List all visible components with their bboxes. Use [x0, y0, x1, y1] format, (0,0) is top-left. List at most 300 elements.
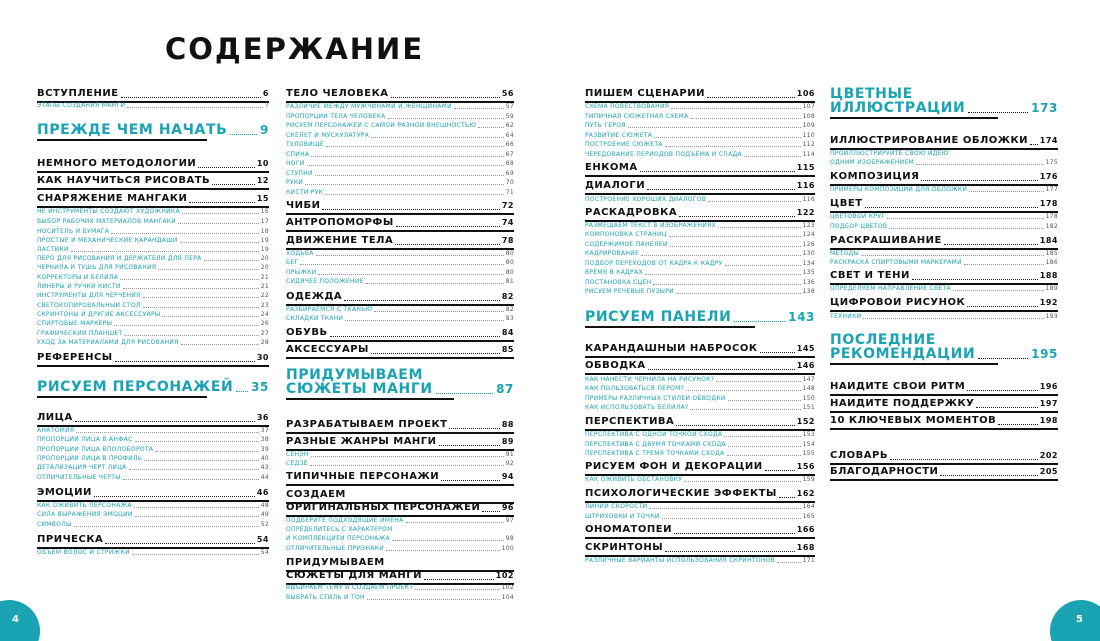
entry-title: ПСИХОЛОГИЧЕСКИЕ ЭФФЕКТЫ: [585, 488, 777, 499]
entry-page-number: 24: [260, 311, 269, 318]
entry-page-number: 150: [802, 395, 815, 402]
toc-subentry[interactable]: [286, 584, 514, 592]
entry-title: ОБУВЬ: [286, 327, 328, 338]
toc-entry[interactable]: [37, 487, 269, 500]
toc-subentry[interactable]: [37, 474, 269, 482]
section-title: РИСУЕМ ПАНЕЛИ: [585, 309, 732, 325]
toc-subentry[interactable]: [585, 404, 815, 412]
toc-subentry[interactable]: [286, 141, 514, 149]
entry-page-number: 114: [802, 151, 815, 158]
dot-leader: [887, 213, 1043, 221]
entry-title: ПЕРСПЕКТИВА С ТРЕМЯ ТОЧКАМИ СХОДА: [585, 450, 725, 457]
dot-leader: [300, 259, 503, 267]
dot-leader: [158, 264, 258, 272]
dot-leader: [204, 255, 259, 263]
entry-underline: [585, 356, 815, 358]
toc-entry[interactable]: [830, 398, 1058, 411]
entry-title: КОМПОНОВКА СТРАНИЦ: [585, 231, 667, 238]
dot-leader: [760, 343, 795, 356]
section-title: ИЛЛЮСТРАЦИИ: [830, 100, 966, 116]
entry-page-number: 156: [796, 462, 815, 471]
toc-entry[interactable]: [37, 352, 269, 365]
toc-entry[interactable]: [830, 450, 1058, 463]
entry-page-number: 97: [505, 517, 514, 524]
entry-page-number: 202: [1039, 451, 1058, 460]
entry-page-number: 88: [501, 420, 514, 429]
entry-page-number: 89: [501, 437, 514, 446]
dot-leader: [665, 141, 801, 149]
toc-entry[interactable]: [585, 416, 815, 429]
toc-entry[interactable]: [585, 88, 815, 101]
toc-subentry[interactable]: [37, 436, 269, 444]
entry-page-number: 110: [802, 132, 815, 139]
entry-title: ОРИГИНАЛЬНЫХ ПЕРСОНАЖЕЙ: [286, 502, 481, 513]
toc-entry[interactable]: [585, 180, 815, 193]
entry-page-number: 130: [802, 250, 815, 257]
toc-entry[interactable]: [585, 207, 815, 220]
dot-leader: [315, 170, 504, 178]
dot-leader: [132, 549, 259, 557]
toc-subentry[interactable]: [37, 339, 269, 347]
toc-entry[interactable]: [37, 158, 269, 171]
dot-leader: [670, 241, 801, 249]
dot-leader: [392, 535, 504, 543]
toc-column-4: [830, 0, 1058, 641]
entry-title: КАДРИРОВАНИЕ: [585, 250, 640, 257]
entry-title: РАЗЛИЧИЕ МЕЖДУ МУЖЧИНАМИ И ЖЕНЩИНАМИ: [286, 103, 452, 110]
toc-subentry[interactable]: [37, 283, 269, 291]
entry-page-number: 80: [505, 259, 514, 266]
entry-title: РЕФЕРЕНСЫ: [37, 352, 113, 363]
toc-subentry[interactable]: [286, 269, 514, 277]
toc-entry[interactable]: [585, 524, 815, 537]
toc-subentry[interactable]: [585, 269, 815, 277]
entry-underline: [830, 310, 1058, 312]
entry-title: ВРЕМЯ В КАДРАХ: [585, 269, 643, 276]
dot-leader: [648, 360, 795, 373]
dot-leader: [718, 222, 801, 230]
entry-title: НОГИ: [286, 160, 305, 167]
entry-title: ПЕРСПЕКТИВА С ОДНОЙ ТОЧКОЙ СХОДА: [585, 431, 723, 438]
toc-subentry[interactable]: [585, 441, 815, 449]
toc-entry[interactable]: [286, 344, 514, 357]
entry-page-number: 83: [505, 315, 514, 322]
toc-entry[interactable]: [286, 471, 514, 484]
toc-entry[interactable]: [37, 88, 269, 101]
entry-title: ПРОПОРЦИИ ЛИЦА В АНФАС: [37, 436, 133, 443]
toc-subentry[interactable]: [830, 313, 1058, 321]
entry-title: ПРОИЛЛЮСТРИРУЙТЕ СВОЮ ИДЕЮ: [830, 150, 949, 157]
toc-subentry[interactable]: [286, 259, 514, 267]
dot-leader: [135, 436, 259, 444]
section-title: ПРЕЖДЕ ЧЕМ НАЧАТЬ: [37, 122, 228, 138]
toc-subentry[interactable]: [37, 511, 269, 519]
dot-leader: [76, 427, 258, 435]
toc-subentry[interactable]: [37, 549, 269, 557]
toc-subentry[interactable]: [830, 150, 1058, 158]
toc-subentry[interactable]: [286, 278, 514, 286]
entry-title: ОНОМАТОПЕИ: [585, 524, 672, 535]
dot-leader: [944, 235, 1038, 248]
entry-title: ВЫБРАТЬ СТИЛЬ И ТОН: [286, 594, 365, 601]
dot-leader: [865, 198, 1038, 211]
toc-subentry[interactable]: [286, 170, 514, 178]
toc-entry[interactable]: [830, 270, 1058, 283]
toc-entry[interactable]: [830, 135, 1058, 148]
toc-subentry[interactable]: [37, 464, 269, 472]
toc-subentry[interactable]: [286, 517, 514, 525]
dot-leader: [684, 476, 800, 484]
dot-leader: [686, 385, 801, 393]
entry-title: ТЕЛО ЧЕЛОВЕКА: [286, 88, 389, 99]
dot-leader: [967, 381, 1038, 394]
entry-page-number: 44: [260, 474, 269, 481]
entry-page-number: 68: [505, 160, 514, 167]
entry-title: БЛАГОДАРНОСТИ: [830, 466, 939, 477]
entry-page-number: 7: [264, 102, 269, 109]
toc-entry[interactable]: [286, 327, 514, 340]
toc-subentry[interactable]: [585, 132, 815, 140]
toc-entry[interactable]: [286, 88, 514, 101]
toc-subentry[interactable]: [585, 450, 815, 458]
dot-leader: [307, 160, 504, 168]
dot-leader: [344, 291, 500, 304]
section-page-number: 87: [496, 382, 514, 396]
entry-title: УХОД ЗА МАТЕРИАЛАМИ ДЛЯ РИСОВАНИЯ: [37, 339, 179, 346]
toc-subentry[interactable]: [585, 151, 815, 159]
dot-leader: [180, 237, 259, 245]
toc-subentry[interactable]: [37, 218, 269, 226]
entry-title: БЕГ: [286, 259, 299, 266]
toc-entry[interactable]: [585, 162, 815, 175]
toc-subentry[interactable]: [585, 241, 815, 249]
toc-subentry[interactable]: [585, 113, 815, 121]
entry-page-number: 19: [260, 246, 269, 253]
section-heading[interactable]: [585, 311, 815, 325]
toc-subentry[interactable]: [585, 141, 815, 149]
dot-leader: [969, 186, 1043, 194]
toc-subentry[interactable]: [37, 246, 269, 254]
entry-title: ПРОПОРЦИИ ЛИЦА В ПРОФИЛЬ: [37, 455, 143, 462]
entry-title: АНТРОПОМОРФЫ: [286, 217, 394, 228]
toc-entry[interactable]: [585, 542, 815, 555]
toc-entry[interactable]: [830, 466, 1058, 479]
dot-leader: [144, 455, 258, 463]
entry-title: СЛОВАРЬ: [830, 450, 888, 461]
toc-subentry[interactable]: [830, 223, 1058, 231]
dot-leader: [391, 88, 500, 101]
toc-subentry[interactable]: [37, 255, 269, 263]
entry-page-number: 38: [260, 436, 269, 443]
dot-leader: [728, 441, 801, 449]
toc-subentry[interactable]: [37, 228, 269, 236]
toc-subentry[interactable]: [830, 159, 1058, 167]
dot-leader: [366, 278, 504, 286]
toc-entry[interactable]: [286, 235, 514, 248]
toc-entry[interactable]: [830, 415, 1058, 428]
toc-subentry[interactable]: [585, 476, 815, 484]
toc-subentry[interactable]: [585, 279, 815, 287]
entry-title: НАЙДИТЕ СВОЙ РИТМ: [830, 381, 966, 392]
section-heading[interactable]: [37, 124, 269, 138]
toc-subentry[interactable]: [37, 292, 269, 300]
toc-entry[interactable]: [286, 502, 514, 515]
dot-leader: [124, 330, 258, 338]
toc-subentry[interactable]: [286, 132, 514, 140]
toc-entry[interactable]: [286, 557, 514, 570]
entry-title: РАЗМЕЩАЕМ ТЕКСТ В ИЗОБРАЖЕНИЯХ: [585, 222, 717, 229]
entry-page-number: 116: [802, 196, 815, 203]
entry-title: НЕ ИНСТРУМЕНТЫ СОЗДАЮТ ХУДОЖНИКА: [37, 208, 180, 215]
entry-underline: [830, 463, 1058, 465]
toc-subentry[interactable]: [830, 213, 1058, 221]
dot-leader: [310, 460, 504, 468]
entry-page-number: 21: [260, 283, 269, 290]
toc-subentry[interactable]: [286, 151, 514, 159]
toc-subentry[interactable]: [585, 222, 815, 230]
toc-subentry[interactable]: [830, 285, 1058, 293]
dot-leader: [316, 250, 504, 258]
toc-subentry[interactable]: [585, 103, 815, 111]
entry-page-number: 10: [256, 159, 269, 168]
entry-page-number: 148: [802, 385, 815, 392]
toc-entry[interactable]: [37, 534, 269, 547]
toc-subentry[interactable]: [286, 306, 514, 314]
toc-subentry[interactable]: [286, 460, 514, 468]
entry-page-number: 94: [501, 472, 514, 481]
entry-underline: [37, 365, 269, 367]
entry-title: ЧЕРНИЛА И ТУШЬ ДЛЯ РИСОВАНИЯ: [37, 264, 157, 271]
toc-subentry[interactable]: [37, 455, 269, 463]
section-title: РИСУЕМ ПЕРСОНАЖЕЙ: [37, 379, 234, 395]
toc-subentry[interactable]: [286, 545, 514, 553]
entry-page-number: 109: [802, 122, 815, 129]
toc-subentry[interactable]: [585, 122, 815, 130]
toc-subentry[interactable]: [37, 274, 269, 282]
toc-subentry[interactable]: [286, 189, 514, 197]
section-page-number: 173: [1031, 101, 1058, 115]
toc-subentry[interactable]: [585, 431, 815, 439]
toc-subentry[interactable]: [585, 503, 815, 511]
toc-subentry[interactable]: [286, 526, 514, 534]
toc-entry[interactable]: [585, 343, 815, 356]
toc-entry[interactable]: [37, 193, 269, 206]
dot-leader: [777, 557, 801, 565]
dot-leader: [371, 132, 504, 140]
entry-title: СПИНА: [286, 151, 310, 158]
entry-page-number: 106: [796, 89, 815, 98]
toc-column-2: [286, 0, 514, 641]
toc-subentry[interactable]: [37, 446, 269, 454]
toc-subentry[interactable]: [585, 385, 815, 393]
section-underline: [585, 326, 755, 328]
toc-entry[interactable]: [286, 570, 514, 583]
entry-title: КИСТИ РУК: [286, 189, 324, 196]
toc-entry[interactable]: [830, 171, 1058, 184]
toc-entry[interactable]: [286, 217, 514, 230]
toc-entry[interactable]: [585, 488, 815, 501]
toc-subentry[interactable]: [286, 103, 514, 111]
entry-title: ЦИФРОВОЙ РИСУНОК: [830, 297, 966, 308]
entry-title: РАЗРАБАТЫВАЕМ ПРОЕКТ: [286, 419, 448, 430]
entry-page-number: 80: [505, 269, 514, 276]
entry-underline: [286, 230, 514, 232]
entry-title: ПРИМЕРЫ КОМПОЗИЦИЙ ДЛЯ ОБЛОЖКИ: [830, 186, 968, 193]
dot-leader: [143, 292, 259, 300]
toc-entry[interactable]: [830, 297, 1058, 310]
dot-leader: [676, 416, 795, 429]
entry-title: ИЛЛЮСТРИРОВАНИЕ ОБЛОЖКИ: [830, 135, 1029, 146]
dot-leader: [912, 270, 1038, 283]
dot-leader: [371, 344, 500, 357]
dot-leader: [311, 451, 504, 459]
toc-subentry[interactable]: [37, 502, 269, 510]
dot-leader: [968, 102, 1028, 116]
toc-subentry[interactable]: [37, 320, 269, 328]
toc-subentry[interactable]: [286, 315, 514, 323]
toc-subentry[interactable]: [37, 330, 269, 338]
dot-leader: [964, 259, 1044, 267]
entry-page-number: 123: [802, 222, 815, 229]
dot-leader: [406, 517, 504, 525]
section-heading[interactable]: [830, 334, 1058, 362]
entry-title: МЕТОДЫ: [830, 250, 860, 257]
entry-page-number: 57: [505, 103, 514, 110]
entry-title: ОТЛИЧИТЕЛЬНЫЕ ПРИЗНАКИ: [286, 545, 385, 552]
entry-title: ПОСТРОЕНИЕ СЮЖЕТА: [585, 141, 663, 148]
dot-leader: [322, 200, 499, 213]
entry-page-number: 196: [1039, 382, 1058, 391]
toc-subentry[interactable]: [585, 288, 815, 296]
toc-subentry[interactable]: [37, 264, 269, 272]
dot-leader: [890, 450, 1038, 463]
entry-underline: [830, 479, 1058, 481]
toc-subentry[interactable]: [37, 208, 269, 216]
toc-entry[interactable]: [830, 235, 1058, 248]
toc-subentry[interactable]: [585, 395, 815, 403]
dot-leader: [178, 218, 259, 226]
dot-leader: [976, 398, 1037, 411]
entry-page-number: 66: [505, 141, 514, 148]
dot-leader: [386, 545, 500, 553]
entry-page-number: 40: [260, 455, 269, 462]
entry-title: НЕМНОГО МЕТОДОЛОГИИ: [37, 158, 197, 169]
toc-subentry[interactable]: [585, 513, 815, 521]
entry-title: ПРИМЕРЫ РАЗЛИЧНЫХ СТИЛЕЙ ОБВОДКИ: [585, 395, 726, 402]
toc-subentry[interactable]: [286, 250, 514, 258]
entry-underline: [585, 373, 815, 375]
toc-subentry[interactable]: [37, 427, 269, 435]
toc-subentry[interactable]: [37, 521, 269, 529]
entry-page-number: 177: [1045, 186, 1058, 193]
toc-subentry[interactable]: [830, 250, 1058, 258]
dot-leader: [953, 285, 1044, 293]
entry-page-number: 136: [802, 279, 815, 286]
dot-leader: [645, 269, 801, 277]
entry-title: РУКИ: [286, 179, 304, 186]
entry-page-number: 197: [1039, 399, 1058, 408]
entry-title: РАЗЛИЧНЫЕ ВАРИАНТЫ ИСПОЛЬЗОВАНИЯ СКРИНТОНОВ: [585, 557, 776, 564]
entry-page-number: 146: [796, 361, 815, 370]
toc-subentry[interactable]: [585, 260, 815, 268]
toc-subentry[interactable]: [286, 179, 514, 187]
entry-title: КАК ИСПОЛЬЗОВАТЬ БЕЛИЛА?: [585, 404, 689, 411]
section-page-number: 9: [260, 123, 269, 137]
toc-subentry[interactable]: [830, 259, 1058, 267]
entry-page-number: 67: [505, 151, 514, 158]
toc-subentry[interactable]: [37, 237, 269, 245]
entry-title: ИНСТРУМЕНТЫ ДЛЯ ЧЕРЧЕНИЯ: [37, 292, 141, 299]
toc-subentry[interactable]: [37, 311, 269, 319]
toc-subentry[interactable]: [286, 594, 514, 602]
toc-entry[interactable]: [585, 461, 815, 474]
toc-entry[interactable]: [286, 436, 514, 449]
entry-title: ПЕРСПЕКТИВА С ДВУМЯ ТОЧКАМИ СХОДА: [585, 441, 726, 448]
dot-leader: [916, 159, 1044, 167]
toc-subentry[interactable]: [286, 122, 514, 130]
dot-leader: [640, 162, 795, 175]
toc-subentry[interactable]: [830, 186, 1058, 194]
toc-subentry[interactable]: [585, 196, 815, 204]
section-heading[interactable]: [286, 369, 514, 397]
dot-leader: [478, 122, 504, 130]
dot-leader: [155, 446, 258, 454]
toc-entry[interactable]: [286, 489, 514, 502]
entry-page-number: 28: [260, 339, 269, 346]
entry-title: ПОСТАНОВКА СЦЕН: [585, 279, 652, 286]
toc-subentry[interactable]: [585, 231, 815, 239]
toc-subentry[interactable]: [286, 113, 514, 121]
toc-entry[interactable]: [830, 198, 1058, 211]
section-heading[interactable]: [37, 381, 269, 395]
entry-page-number: 205: [1039, 467, 1058, 476]
toc-entry[interactable]: [37, 175, 269, 188]
entry-underline: [286, 213, 514, 215]
dot-leader: [114, 320, 258, 328]
entry-title: СХЕМА ПОВЕСТВОВАНИЯ: [585, 103, 670, 110]
entry-title: ТИПИЧНЫЕ ПЕРСОНАЖИ: [286, 471, 440, 482]
section-underline: [286, 398, 454, 400]
toc-entry[interactable]: [286, 419, 514, 432]
dot-leader: [669, 231, 801, 239]
entry-title: ПЕРСПЕКТИВА: [585, 416, 675, 427]
entry-title: СКРИНТОНЫ: [585, 542, 664, 553]
toc-subentry[interactable]: [585, 376, 815, 384]
entry-title: НОСИТЕЛЬ И БУМАГА: [37, 228, 110, 235]
toc-entry[interactable]: [37, 412, 269, 425]
toc-entry[interactable]: [286, 200, 514, 213]
toc-subentry[interactable]: [585, 250, 815, 258]
section-heading[interactable]: [830, 88, 1058, 116]
toc-entry[interactable]: [585, 360, 815, 373]
toc-entry[interactable]: [286, 291, 514, 304]
entry-title: РАСКРАСКА СПИРТОВЫМИ МАРКЕРАМИ: [830, 259, 962, 266]
dot-leader: [74, 521, 259, 529]
entry-page-number: 168: [796, 543, 815, 552]
entry-page-number: 115: [796, 163, 815, 172]
dot-leader: [662, 513, 801, 521]
toc-subentry[interactable]: [286, 160, 514, 168]
entry-page-number: 176: [1039, 172, 1058, 181]
dot-leader: [121, 88, 261, 101]
toc-subentry[interactable]: [37, 102, 269, 110]
toc-subentry[interactable]: [585, 557, 815, 565]
toc-entry[interactable]: [830, 381, 1058, 394]
toc-subentry[interactable]: [286, 535, 514, 543]
dot-leader: [679, 207, 795, 220]
toc-subentry[interactable]: [37, 302, 269, 310]
toc-subentry[interactable]: [286, 451, 514, 459]
